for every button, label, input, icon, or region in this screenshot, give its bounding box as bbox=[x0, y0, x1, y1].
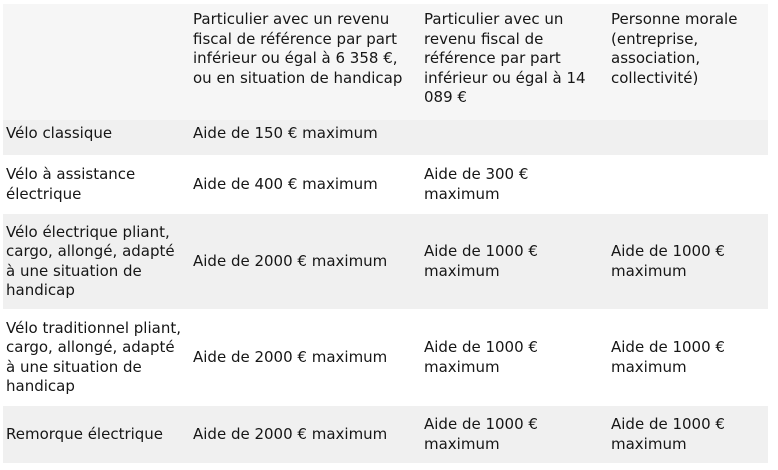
header-cell-low-income: Particulier avec un revenu fiscal de référence par part inférieur ou égal à 6 358 €, ou en situation de handicap bbox=[193, 10, 403, 87]
table-row bbox=[3, 310, 768, 406]
bike-aid-table bbox=[3, 4, 768, 464]
table-cell: Aide de 2000 € maximum bbox=[193, 347, 388, 366]
table-cell bbox=[421, 120, 608, 156]
table-cell: Aide de 1000 € maximum bbox=[611, 338, 725, 376]
table-row bbox=[3, 214, 768, 310]
table-row bbox=[3, 120, 768, 156]
table-row bbox=[3, 156, 768, 214]
table-cell: Aide de 1000 € maximum bbox=[424, 338, 538, 376]
row-label: Remorque électrique bbox=[6, 424, 164, 443]
row-label: Vélo traditionnel pliant, cargo, allongé, adapté à une situation de handicap bbox=[6, 318, 181, 395]
table-cell: Aide de 300 € maximum bbox=[424, 165, 529, 203]
table-cell: Aide de 2000 € maximum bbox=[193, 251, 388, 270]
table-cell bbox=[608, 120, 768, 156]
row-label: Vélo électrique pliant, cargo, allongé, adapté à une situation de handicap bbox=[6, 222, 175, 299]
row-label: Vélo classique bbox=[6, 123, 113, 142]
table-cell: Aide de 2000 € maximum bbox=[193, 424, 388, 443]
row-label: Vélo à assistance électrique bbox=[6, 165, 136, 203]
table-cell: Aide de 1000 € maximum bbox=[424, 415, 538, 453]
table-cell: Aide de 400 € maximum bbox=[193, 174, 378, 193]
table-header-row bbox=[3, 4, 768, 120]
table-cell: Aide de 1000 € maximum bbox=[611, 415, 725, 453]
header-cell-medium-income: Particulier avec un revenu fiscal de référence par part inférieur ou égal à 14 089 € bbox=[424, 10, 586, 106]
table-cell: Aide de 1000 € maximum bbox=[424, 242, 538, 280]
table-cell bbox=[608, 156, 768, 214]
header-cell-legal-entity: Personne morale (entreprise, association, collectivité) bbox=[611, 10, 738, 87]
table-cell: Aide de 150 € maximum bbox=[193, 123, 378, 142]
table-row bbox=[3, 406, 768, 464]
header-cell-empty bbox=[3, 4, 190, 120]
table-cell: Aide de 1000 € maximum bbox=[611, 242, 725, 280]
